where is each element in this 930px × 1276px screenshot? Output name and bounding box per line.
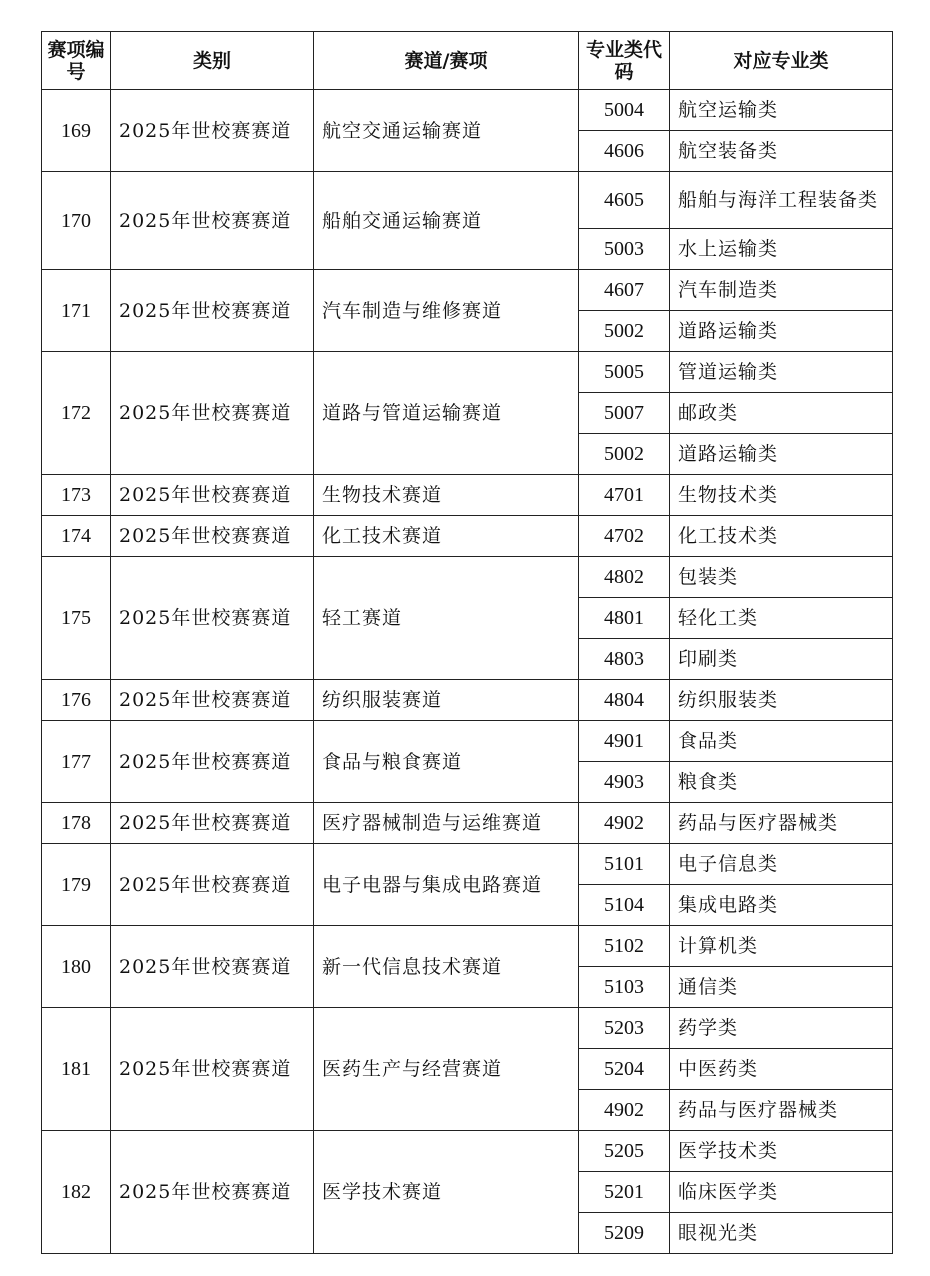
- entry-id: 180: [42, 926, 111, 1008]
- major-name: 医学技术类: [670, 1131, 893, 1172]
- entry-id: 175: [42, 557, 111, 680]
- table-row: [42, 516, 893, 557]
- header-category: 类别: [111, 32, 314, 90]
- major-code: 4803: [579, 639, 670, 680]
- major-name: 包装类: [670, 557, 893, 598]
- major-code: 5007: [579, 393, 670, 434]
- entry-category: 2025年世校赛赛道: [111, 803, 314, 844]
- entry-id: 178: [42, 803, 111, 844]
- major-name: 印刷类: [670, 639, 893, 680]
- entry-track: 医药生产与经营赛道: [314, 1008, 579, 1131]
- major-name: 纺织服装类: [670, 680, 893, 721]
- major-name: 汽车制造类: [670, 270, 893, 311]
- major-code: 5103: [579, 967, 670, 1008]
- entry-category: 2025年世校赛赛道: [111, 680, 314, 721]
- table-row: [42, 172, 893, 229]
- major-code: 4802: [579, 557, 670, 598]
- entry-id: 181: [42, 1008, 111, 1131]
- entry-track: 航空交通运输赛道: [314, 90, 579, 172]
- entry-id: 177: [42, 721, 111, 803]
- major-name: 计算机类: [670, 926, 893, 967]
- entry-category: 2025年世校赛赛道: [111, 1131, 314, 1254]
- table-row: [42, 475, 893, 516]
- major-code: 4606: [579, 131, 670, 172]
- entry-id: 179: [42, 844, 111, 926]
- entry-category: 2025年世校赛赛道: [111, 721, 314, 803]
- major-code: 5002: [579, 434, 670, 475]
- table-header-row: [42, 32, 893, 90]
- entry-track: 医疗器械制造与运维赛道: [314, 803, 579, 844]
- major-name: 航空装备类: [670, 131, 893, 172]
- major-name: 眼视光类: [670, 1213, 893, 1254]
- entry-track: 道路与管道运输赛道: [314, 352, 579, 475]
- table-row: [42, 721, 893, 762]
- entry-id: 174: [42, 516, 111, 557]
- entry-track: 纺织服装赛道: [314, 680, 579, 721]
- major-code: 4902: [579, 803, 670, 844]
- entry-category: 2025年世校赛赛道: [111, 516, 314, 557]
- entry-category: 2025年世校赛赛道: [111, 90, 314, 172]
- major-code: 5102: [579, 926, 670, 967]
- entry-category: 2025年世校赛赛道: [111, 844, 314, 926]
- entry-track: 化工技术赛道: [314, 516, 579, 557]
- major-code: 4702: [579, 516, 670, 557]
- header-code: 专业类代码: [579, 32, 670, 90]
- major-code: 4605: [579, 172, 670, 229]
- major-name: 临床医学类: [670, 1172, 893, 1213]
- major-name: 道路运输类: [670, 311, 893, 352]
- table-row: [42, 803, 893, 844]
- major-name: 电子信息类: [670, 844, 893, 885]
- major-code: 5002: [579, 311, 670, 352]
- entry-category: 2025年世校赛赛道: [111, 172, 314, 270]
- major-name: 邮政类: [670, 393, 893, 434]
- major-code: 5201: [579, 1172, 670, 1213]
- major-name: 生物技术类: [670, 475, 893, 516]
- major-code: 4804: [579, 680, 670, 721]
- entry-id: 170: [42, 172, 111, 270]
- header-major: 对应专业类: [670, 32, 893, 90]
- entry-id: 173: [42, 475, 111, 516]
- entry-track: 汽车制造与维修赛道: [314, 270, 579, 352]
- major-name: 药品与医疗器械类: [670, 803, 893, 844]
- entry-category: 2025年世校赛赛道: [111, 475, 314, 516]
- major-name: 管道运输类: [670, 352, 893, 393]
- major-name: 中医药类: [670, 1049, 893, 1090]
- table-row: [42, 90, 893, 131]
- major-name: 药品与医疗器械类: [670, 1090, 893, 1131]
- entry-category: 2025年世校赛赛道: [111, 926, 314, 1008]
- entry-category: 2025年世校赛赛道: [111, 270, 314, 352]
- major-name: 水上运输类: [670, 229, 893, 270]
- table-row: [42, 844, 893, 885]
- major-name: 集成电路类: [670, 885, 893, 926]
- major-code: 4903: [579, 762, 670, 803]
- entry-id: 182: [42, 1131, 111, 1254]
- entry-track: 医学技术赛道: [314, 1131, 579, 1254]
- major-name: 食品类: [670, 721, 893, 762]
- entry-category: 2025年世校赛赛道: [111, 352, 314, 475]
- major-code: 5203: [579, 1008, 670, 1049]
- major-code: 5104: [579, 885, 670, 926]
- major-code: 5204: [579, 1049, 670, 1090]
- major-name: 道路运输类: [670, 434, 893, 475]
- entry-track: 食品与粮食赛道: [314, 721, 579, 803]
- major-name: 航空运输类: [670, 90, 893, 131]
- entry-track: 生物技术赛道: [314, 475, 579, 516]
- major-code: 4801: [579, 598, 670, 639]
- header-track: 赛道/赛项: [314, 32, 579, 90]
- entry-track: 轻工赛道: [314, 557, 579, 680]
- table-row: [42, 1131, 893, 1172]
- major-name: 船舶与海洋工程装备类: [670, 172, 893, 229]
- major-code: 5209: [579, 1213, 670, 1254]
- table-row: [42, 352, 893, 393]
- entry-track: 电子电器与集成电路赛道: [314, 844, 579, 926]
- major-code: 4607: [579, 270, 670, 311]
- major-name: 药学类: [670, 1008, 893, 1049]
- table-row: [42, 1008, 893, 1049]
- table-row: [42, 557, 893, 598]
- table-row: [42, 926, 893, 967]
- major-code: 4901: [579, 721, 670, 762]
- entry-id: 171: [42, 270, 111, 352]
- major-code: 5005: [579, 352, 670, 393]
- major-name: 粮食类: [670, 762, 893, 803]
- entry-category: 2025年世校赛赛道: [111, 557, 314, 680]
- major-code: 5101: [579, 844, 670, 885]
- major-code: 5205: [579, 1131, 670, 1172]
- major-name: 化工技术类: [670, 516, 893, 557]
- competition-table: [41, 31, 893, 1254]
- major-name: 轻化工类: [670, 598, 893, 639]
- header-id: 赛项编号: [42, 32, 111, 90]
- major-name: 通信类: [670, 967, 893, 1008]
- entry-track: 新一代信息技术赛道: [314, 926, 579, 1008]
- entry-id: 169: [42, 90, 111, 172]
- entry-id: 172: [42, 352, 111, 475]
- major-code: 5003: [579, 229, 670, 270]
- table-row: [42, 680, 893, 721]
- entry-id: 176: [42, 680, 111, 721]
- table-body: [42, 90, 893, 1254]
- table-row: [42, 270, 893, 311]
- major-code: 4701: [579, 475, 670, 516]
- major-code: 4902: [579, 1090, 670, 1131]
- entry-category: 2025年世校赛赛道: [111, 1008, 314, 1131]
- entry-track: 船舶交通运输赛道: [314, 172, 579, 270]
- major-code: 5004: [579, 90, 670, 131]
